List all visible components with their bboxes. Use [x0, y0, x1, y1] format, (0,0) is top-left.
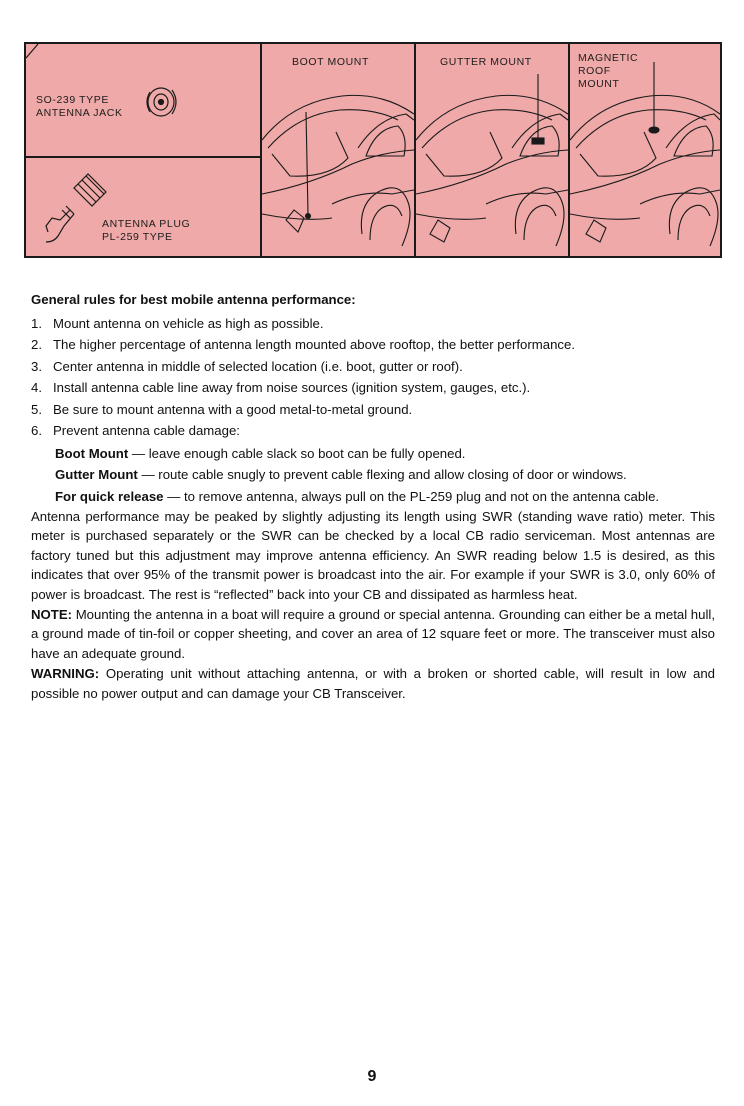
- subrule-term: Boot Mount: [55, 445, 129, 461]
- magnetic-label-line2: ROOF: [578, 65, 611, 77]
- plug-label-line1: ANTENNA PLUG: [102, 218, 191, 230]
- subrule-gutter-mount: [31, 465, 715, 485]
- swr-paragraph: Antenna performance may be peaked by slightly adjusting its length using SWR (standing wave ratio) meter. This meter is purchased separately or the SWR can be checked by a local CB radio serviceman. Most antennas are factory tuned but this adjustment may improve antenna efficiency. An SWR reading below 1.5 is desired, as this indicates that over 95% of the transmit power is broadcast into the air. For example if your SWR is 3.0, only 60% of power is broadcast. The rest is “reflected” back into your CB and dissipated as harmless heat.: [31, 509, 715, 602]
- instructions-text: [31, 289, 715, 703]
- magnetic-label-line1: MAGNETIC: [578, 52, 639, 64]
- subrule-quick-release: [31, 487, 715, 507]
- rule-item: [31, 334, 715, 356]
- rule-number: 5.: [31, 401, 42, 417]
- gutter-mount-label: GUTTER MOUNT: [440, 56, 532, 68]
- note-text: Mounting the antenna in a boat will require a ground or special antenna. Grounding can either be a metal hull, a ground made of tin-foil or copper sheeting, and cover an area of 12 square feet or more. The transceiver must also have an adequate ground.: [31, 607, 715, 661]
- rule-number: 2.: [31, 337, 42, 352]
- magnetic-label-line3: MOUNT: [578, 78, 620, 90]
- rule-text: The higher percentage of antenna length mounted above rooftop, the better performance.: [53, 337, 575, 352]
- subrule-boot-mount: [31, 444, 715, 464]
- rule-text: Be sure to mount antenna with a good metal-to-metal ground.: [53, 401, 413, 417]
- car-boot-mount-drawing: [262, 44, 414, 256]
- antenna-plug-cell: [26, 158, 260, 256]
- rule-number: 4.: [31, 380, 42, 395]
- subrule-text: — leave enough cable slack so boot can be fully opened.: [128, 445, 466, 461]
- rule-item: [31, 313, 715, 335]
- jack-label-line2: ANTENNA JACK: [36, 107, 123, 119]
- page-number: 9: [367, 1068, 377, 1085]
- gutter-mount-panel: [416, 44, 570, 256]
- rule-number: 1.: [31, 315, 42, 331]
- warning-paragraph: [31, 664, 715, 703]
- rule-text: Mount antenna on vehicle as high as possible.: [53, 315, 324, 331]
- rule-item: [31, 420, 715, 442]
- antenna-mount-figure: [24, 42, 722, 258]
- note-label: NOTE:: [31, 607, 73, 623]
- jack-label-line1: SO-239 TYPE: [36, 94, 109, 106]
- connector-column: [26, 44, 262, 256]
- rule-item: [31, 356, 715, 378]
- antenna-jack-cell: [26, 44, 260, 158]
- boot-mount-panel: [262, 44, 416, 256]
- boot-mount-label: BOOT MOUNT: [292, 56, 369, 68]
- subrule-text: — to remove antenna, always pull on the PL-259 plug and not on the antenna cable.: [163, 488, 660, 504]
- rule-number: 3.: [31, 358, 42, 374]
- subrule-term: For quick release: [55, 488, 164, 504]
- subrule-term: Gutter Mount: [55, 467, 138, 482]
- rules-heading: General rules for best mobile antenna performance:: [31, 292, 356, 307]
- car-gutter-mount-drawing: [416, 44, 568, 256]
- antenna-jack-icon: [147, 88, 176, 116]
- warning-label: WARNING:: [31, 666, 100, 682]
- rule-number: 6.: [31, 423, 42, 438]
- note-paragraph: [31, 605, 715, 663]
- warning-text: Operating unit without attaching antenna, or with a broken or shorted cable, will result in low and possible no power output and can damage your CB Transceiver.: [31, 666, 715, 701]
- rule-item: [31, 377, 715, 399]
- subrule-text: — route cable snugly to prevent cable flexing and allow closing of door or windows.: [137, 467, 627, 482]
- rule-text: Prevent antenna cable damage:: [53, 423, 240, 438]
- plug-label-line2: PL-259 TYPE: [102, 231, 173, 243]
- magnetic-roof-mount-panel: [570, 44, 720, 256]
- rule-item: [31, 399, 715, 421]
- rule-text: Center antenna in middle of selected location (i.e. boot, gutter or roof).: [53, 358, 463, 374]
- rule-text: Install antenna cable line away from noise sources (ignition system, gauges, etc.).: [53, 380, 531, 395]
